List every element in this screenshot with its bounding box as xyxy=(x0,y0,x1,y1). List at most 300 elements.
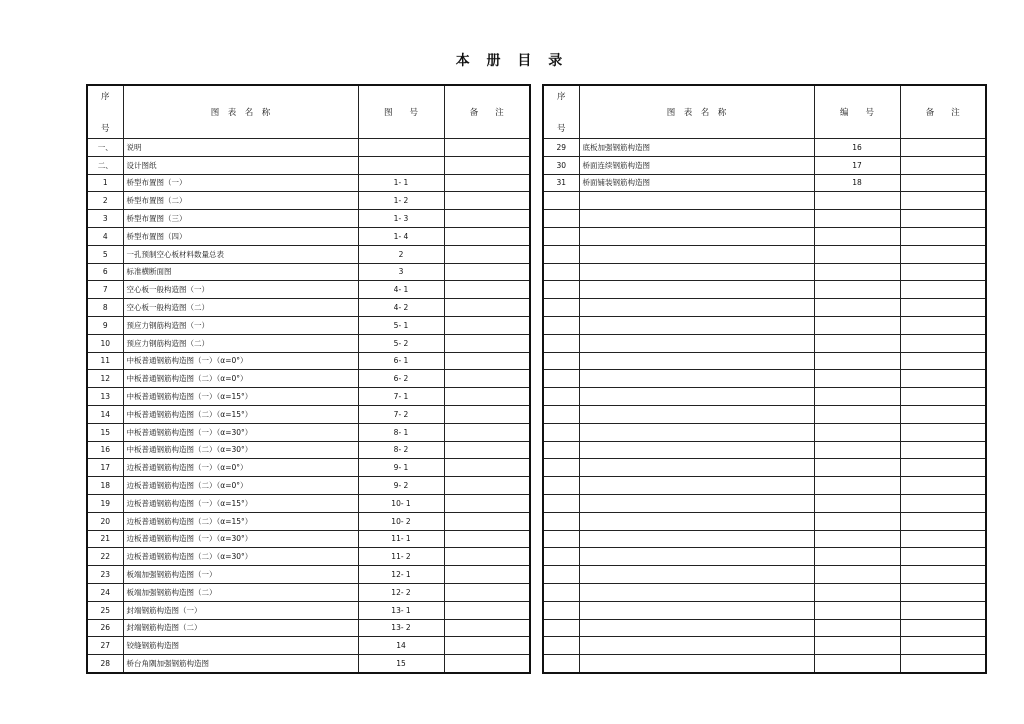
row-title: 底板加强钢筋构造图 xyxy=(579,139,814,157)
row-remark xyxy=(444,477,530,495)
empty-cell xyxy=(543,459,579,477)
header-seq-bottom: 号 xyxy=(100,124,110,134)
table-row xyxy=(87,139,530,157)
row-number: 30 xyxy=(543,156,579,174)
empty-cell xyxy=(579,601,814,619)
row-remark xyxy=(444,299,530,317)
empty-cell xyxy=(900,281,986,299)
empty-cell xyxy=(814,423,900,441)
row-number: 10 xyxy=(87,334,123,352)
row-number: 11 xyxy=(87,352,123,370)
row-remark xyxy=(444,619,530,637)
table-row xyxy=(87,423,530,441)
row-number: 23 xyxy=(87,566,123,584)
empty-cell xyxy=(900,512,986,530)
empty-cell xyxy=(900,548,986,566)
empty-cell xyxy=(814,334,900,352)
row-title: 桥面连续钢筋构造图 xyxy=(579,156,814,174)
empty-cell xyxy=(579,299,814,317)
row-number: 12 xyxy=(87,370,123,388)
empty-cell xyxy=(579,423,814,441)
row-drawing-number: 8- 2 xyxy=(358,441,444,459)
empty-cell xyxy=(814,601,900,619)
empty-cell xyxy=(900,477,986,495)
table-row xyxy=(87,281,530,299)
empty-cell xyxy=(579,637,814,655)
row-remark xyxy=(444,548,530,566)
row-remark xyxy=(900,174,986,192)
empty-cell xyxy=(579,441,814,459)
row-remark xyxy=(444,388,530,406)
table-row-empty xyxy=(543,334,986,352)
empty-cell xyxy=(579,512,814,530)
empty-cell xyxy=(900,227,986,245)
header-name: 图 表 名 称 xyxy=(123,85,358,139)
empty-cell xyxy=(543,299,579,317)
table-row-empty xyxy=(543,512,986,530)
empty-cell xyxy=(900,316,986,334)
empty-cell xyxy=(814,352,900,370)
row-title: 边板普通钢筋构造图（二）（α=30°） xyxy=(123,548,358,566)
row-drawing-number: 5- 1 xyxy=(358,316,444,334)
row-number: 3 xyxy=(87,210,123,228)
table-row-empty xyxy=(543,601,986,619)
row-title: 封端钢筋构造图（二） xyxy=(123,619,358,637)
row-title: 边板普通钢筋构造图（一）（α=15°） xyxy=(123,494,358,512)
table-row-empty xyxy=(543,583,986,601)
table-row-empty xyxy=(543,299,986,317)
table-row-empty xyxy=(543,192,986,210)
empty-cell xyxy=(900,459,986,477)
row-title: 桥型布置图（三） xyxy=(123,210,358,228)
table-row-empty xyxy=(543,210,986,228)
row-title: 预应力钢筋构造图（二） xyxy=(123,334,358,352)
row-drawing-number: 9- 1 xyxy=(358,459,444,477)
empty-cell xyxy=(579,263,814,281)
row-title: 边板普通钢筋构造图（一）（α=0°） xyxy=(123,459,358,477)
empty-cell xyxy=(900,601,986,619)
table-row xyxy=(87,370,530,388)
contents-table-right xyxy=(542,84,987,674)
row-title: 板端加强钢筋构造图（一） xyxy=(123,566,358,584)
row-remark xyxy=(444,174,530,192)
empty-cell xyxy=(814,405,900,423)
empty-cell xyxy=(543,601,579,619)
row-remark xyxy=(444,227,530,245)
row-remark xyxy=(444,263,530,281)
table-row-empty xyxy=(543,245,986,263)
empty-cell xyxy=(543,388,579,406)
empty-cell xyxy=(900,263,986,281)
row-number: 14 xyxy=(87,405,123,423)
row-title: 中板普通钢筋构造图（一）（α=30°） xyxy=(123,423,358,441)
row-remark xyxy=(444,245,530,263)
row-title: 中板普通钢筋构造图（二）（α=15°） xyxy=(123,405,358,423)
header-name: 图 表 名 称 xyxy=(579,85,814,139)
row-title: 中板普通钢筋构造图（二）（α=0°） xyxy=(123,370,358,388)
table-row-empty xyxy=(543,566,986,584)
empty-cell xyxy=(543,566,579,584)
empty-cell xyxy=(543,316,579,334)
empty-cell xyxy=(543,334,579,352)
empty-cell xyxy=(543,245,579,263)
empty-cell xyxy=(900,405,986,423)
empty-cell xyxy=(814,370,900,388)
header-code: 编 号 xyxy=(814,85,900,139)
table-header-row xyxy=(543,85,986,139)
row-title: 中板普通钢筋构造图（二）（α=30°） xyxy=(123,441,358,459)
table-row xyxy=(87,352,530,370)
empty-cell xyxy=(814,566,900,584)
row-remark xyxy=(444,316,530,334)
empty-cell xyxy=(543,370,579,388)
header-remark: 备 注 xyxy=(900,85,986,139)
row-number: 19 xyxy=(87,494,123,512)
row-title: 中板普通钢筋构造图（一）（α=15°） xyxy=(123,388,358,406)
table-row-empty xyxy=(543,441,986,459)
empty-cell xyxy=(579,459,814,477)
header-seq-top: 序 xyxy=(100,92,110,102)
table-row-empty xyxy=(543,494,986,512)
row-title: 标准横断面图 xyxy=(123,263,358,281)
table-row xyxy=(87,316,530,334)
header-seq-top: 序 xyxy=(556,92,566,102)
row-number: 16 xyxy=(87,441,123,459)
row-number: 18 xyxy=(87,477,123,495)
empty-cell xyxy=(900,192,986,210)
header-seq xyxy=(87,85,123,139)
table-row-empty xyxy=(543,316,986,334)
empty-cell xyxy=(900,583,986,601)
table-row-empty xyxy=(543,459,986,477)
empty-cell xyxy=(543,637,579,655)
empty-cell xyxy=(814,227,900,245)
row-remark xyxy=(444,441,530,459)
empty-cell xyxy=(579,566,814,584)
table-row xyxy=(87,263,530,281)
empty-cell xyxy=(900,494,986,512)
empty-cell xyxy=(814,210,900,228)
empty-cell xyxy=(900,423,986,441)
empty-cell xyxy=(900,334,986,352)
row-remark xyxy=(444,370,530,388)
row-remark xyxy=(444,601,530,619)
table-header-row xyxy=(87,85,530,139)
empty-cell xyxy=(900,210,986,228)
row-drawing-number xyxy=(358,139,444,157)
row-drawing-number: 13- 1 xyxy=(358,601,444,619)
row-drawing-number: 4- 2 xyxy=(358,299,444,317)
table-row-empty xyxy=(543,227,986,245)
contents-table-left xyxy=(86,84,531,674)
row-title: 铰缝钢筋构造图 xyxy=(123,637,358,655)
empty-cell xyxy=(814,548,900,566)
row-drawing-number: 1- 2 xyxy=(358,192,444,210)
empty-cell xyxy=(900,388,986,406)
empty-cell xyxy=(900,352,986,370)
table-row-empty xyxy=(543,370,986,388)
empty-cell xyxy=(579,192,814,210)
row-drawing-number: 8- 1 xyxy=(358,423,444,441)
row-number: 二、 xyxy=(87,156,123,174)
row-title: 桥型布置图（二） xyxy=(123,192,358,210)
empty-cell xyxy=(579,655,814,673)
row-drawing-number: 6- 2 xyxy=(358,370,444,388)
empty-cell xyxy=(579,388,814,406)
row-remark xyxy=(444,530,530,548)
table-row xyxy=(87,655,530,673)
row-title: 封端钢筋构造图（一） xyxy=(123,601,358,619)
row-number: 26 xyxy=(87,619,123,637)
empty-cell xyxy=(543,263,579,281)
row-title: 中板普通钢筋构造图（一）（α=0°） xyxy=(123,352,358,370)
empty-cell xyxy=(579,245,814,263)
row-drawing-number: 3 xyxy=(358,263,444,281)
empty-cell xyxy=(814,388,900,406)
row-drawing-number: 1- 4 xyxy=(358,227,444,245)
row-title: 边板普通钢筋构造图（二）（α=0°） xyxy=(123,477,358,495)
row-remark xyxy=(444,192,530,210)
row-number: 15 xyxy=(87,423,123,441)
empty-cell xyxy=(814,459,900,477)
row-number: 9 xyxy=(87,316,123,334)
row-remark xyxy=(444,139,530,157)
row-drawing-number: 11- 2 xyxy=(358,548,444,566)
empty-cell xyxy=(814,530,900,548)
table-row-empty xyxy=(543,477,986,495)
empty-cell xyxy=(579,227,814,245)
row-drawing-number: 5- 2 xyxy=(358,334,444,352)
row-number: 25 xyxy=(87,601,123,619)
row-remark xyxy=(444,566,530,584)
empty-cell xyxy=(543,441,579,459)
empty-cell xyxy=(579,477,814,495)
row-remark xyxy=(444,494,530,512)
table-row xyxy=(87,405,530,423)
empty-cell xyxy=(814,512,900,530)
table-row xyxy=(87,601,530,619)
empty-cell xyxy=(814,619,900,637)
table-row xyxy=(87,156,530,174)
row-title: 边板普通钢筋构造图（一）（α=30°） xyxy=(123,530,358,548)
empty-cell xyxy=(900,299,986,317)
row-drawing-number: 1- 3 xyxy=(358,210,444,228)
row-drawing-number: 6- 1 xyxy=(358,352,444,370)
row-drawing-number: 14 xyxy=(358,637,444,655)
row-remark xyxy=(444,156,530,174)
table-row xyxy=(87,192,530,210)
row-number: 24 xyxy=(87,583,123,601)
table-row xyxy=(87,210,530,228)
table-row-empty xyxy=(543,548,986,566)
row-title: 桥型布置图（四） xyxy=(123,227,358,245)
empty-cell xyxy=(543,512,579,530)
row-title: 桥面铺装钢筋构造图 xyxy=(579,174,814,192)
empty-cell xyxy=(900,655,986,673)
row-remark xyxy=(444,281,530,299)
empty-cell xyxy=(814,583,900,601)
row-remark xyxy=(444,352,530,370)
row-number: 22 xyxy=(87,548,123,566)
empty-cell xyxy=(814,245,900,263)
table-row xyxy=(87,174,530,192)
row-title: 预应力钢筋构造图（一） xyxy=(123,316,358,334)
row-number: 4 xyxy=(87,227,123,245)
row-number: 21 xyxy=(87,530,123,548)
empty-cell xyxy=(579,494,814,512)
table-row-empty xyxy=(543,281,986,299)
empty-cell xyxy=(543,477,579,495)
empty-cell xyxy=(543,227,579,245)
row-drawing-number: 15 xyxy=(358,655,444,673)
row-title: 设计图纸 xyxy=(123,156,358,174)
row-number: 2 xyxy=(87,192,123,210)
empty-cell xyxy=(900,637,986,655)
empty-cell xyxy=(814,299,900,317)
row-number: 27 xyxy=(87,637,123,655)
row-remark xyxy=(444,637,530,655)
empty-cell xyxy=(543,281,579,299)
row-remark xyxy=(444,405,530,423)
row-number: 28 xyxy=(87,655,123,673)
empty-cell xyxy=(579,405,814,423)
row-number: 29 xyxy=(543,139,579,157)
page-title: 本 册 目 录 xyxy=(455,53,569,69)
row-drawing-number: 12- 1 xyxy=(358,566,444,584)
row-remark xyxy=(444,459,530,477)
table-row xyxy=(87,441,530,459)
empty-cell xyxy=(543,192,579,210)
row-drawing-number: 7- 1 xyxy=(358,388,444,406)
row-remark xyxy=(900,156,986,174)
empty-cell xyxy=(543,494,579,512)
table-row-empty xyxy=(543,263,986,281)
row-remark xyxy=(444,655,530,673)
row-number: 1 xyxy=(87,174,123,192)
table-row xyxy=(87,566,530,584)
empty-cell xyxy=(543,423,579,441)
empty-cell xyxy=(814,655,900,673)
table-row xyxy=(87,583,530,601)
table-row-empty xyxy=(543,655,986,673)
row-number: 7 xyxy=(87,281,123,299)
row-remark xyxy=(444,423,530,441)
table-row xyxy=(87,548,530,566)
empty-cell xyxy=(579,370,814,388)
empty-cell xyxy=(900,530,986,548)
table-row xyxy=(543,139,986,157)
header-code: 图 号 xyxy=(358,85,444,139)
table-row xyxy=(87,459,530,477)
row-remark xyxy=(444,583,530,601)
row-number: 17 xyxy=(87,459,123,477)
table-row xyxy=(87,530,530,548)
row-title: 桥型布置图（一） xyxy=(123,174,358,192)
empty-cell xyxy=(579,352,814,370)
table-row xyxy=(87,227,530,245)
empty-cell xyxy=(543,655,579,673)
empty-cell xyxy=(900,619,986,637)
empty-cell xyxy=(543,583,579,601)
empty-cell xyxy=(543,210,579,228)
empty-cell xyxy=(814,494,900,512)
table-row-empty xyxy=(543,637,986,655)
row-drawing-number: 7- 2 xyxy=(358,405,444,423)
empty-cell xyxy=(814,316,900,334)
header-seq-bottom: 号 xyxy=(556,124,566,134)
empty-cell xyxy=(900,370,986,388)
row-title: 板端加强钢筋构造图（二） xyxy=(123,583,358,601)
empty-cell xyxy=(579,210,814,228)
table-row-empty xyxy=(543,530,986,548)
row-drawing-number: 17 xyxy=(814,156,900,174)
empty-cell xyxy=(543,619,579,637)
table-row xyxy=(87,512,530,530)
empty-cell xyxy=(900,566,986,584)
empty-cell xyxy=(579,530,814,548)
empty-cell xyxy=(900,245,986,263)
row-number: 一、 xyxy=(87,139,123,157)
empty-cell xyxy=(579,619,814,637)
row-drawing-number: 12- 2 xyxy=(358,583,444,601)
row-drawing-number: 18 xyxy=(814,174,900,192)
empty-cell xyxy=(579,583,814,601)
table-row xyxy=(87,334,530,352)
table-row xyxy=(87,619,530,637)
row-remark xyxy=(444,210,530,228)
row-number: 8 xyxy=(87,299,123,317)
empty-cell xyxy=(543,548,579,566)
row-drawing-number: 9- 2 xyxy=(358,477,444,495)
row-remark xyxy=(900,139,986,157)
empty-cell xyxy=(543,530,579,548)
empty-cell xyxy=(814,637,900,655)
row-number: 31 xyxy=(543,174,579,192)
empty-cell xyxy=(543,405,579,423)
empty-cell xyxy=(814,263,900,281)
header-remark: 备 注 xyxy=(444,85,530,139)
table-row-empty xyxy=(543,619,986,637)
empty-cell xyxy=(814,281,900,299)
empty-cell xyxy=(579,548,814,566)
table-row xyxy=(87,299,530,317)
table-row xyxy=(87,245,530,263)
table-row-empty xyxy=(543,352,986,370)
empty-cell xyxy=(579,316,814,334)
table-row xyxy=(543,156,986,174)
row-drawing-number: 16 xyxy=(814,139,900,157)
row-title: 空心板一般构造图（二） xyxy=(123,299,358,317)
row-title: 边板普通钢筋构造图（二）（α=15°） xyxy=(123,512,358,530)
empty-cell xyxy=(814,192,900,210)
row-drawing-number: 2 xyxy=(358,245,444,263)
row-title: 说明 xyxy=(123,139,358,157)
row-drawing-number: 11- 1 xyxy=(358,530,444,548)
row-drawing-number: 13- 2 xyxy=(358,619,444,637)
row-title: 桥台角隅加强钢筋构造图 xyxy=(123,655,358,673)
row-number: 13 xyxy=(87,388,123,406)
row-drawing-number: 10- 2 xyxy=(358,512,444,530)
table-row xyxy=(87,494,530,512)
row-drawing-number: 1- 1 xyxy=(358,174,444,192)
row-number: 5 xyxy=(87,245,123,263)
row-drawing-number xyxy=(358,156,444,174)
row-title: 空心板一般构造图（一） xyxy=(123,281,358,299)
table-row-empty xyxy=(543,423,986,441)
empty-cell xyxy=(579,281,814,299)
empty-cell xyxy=(900,441,986,459)
header-seq xyxy=(543,85,579,139)
